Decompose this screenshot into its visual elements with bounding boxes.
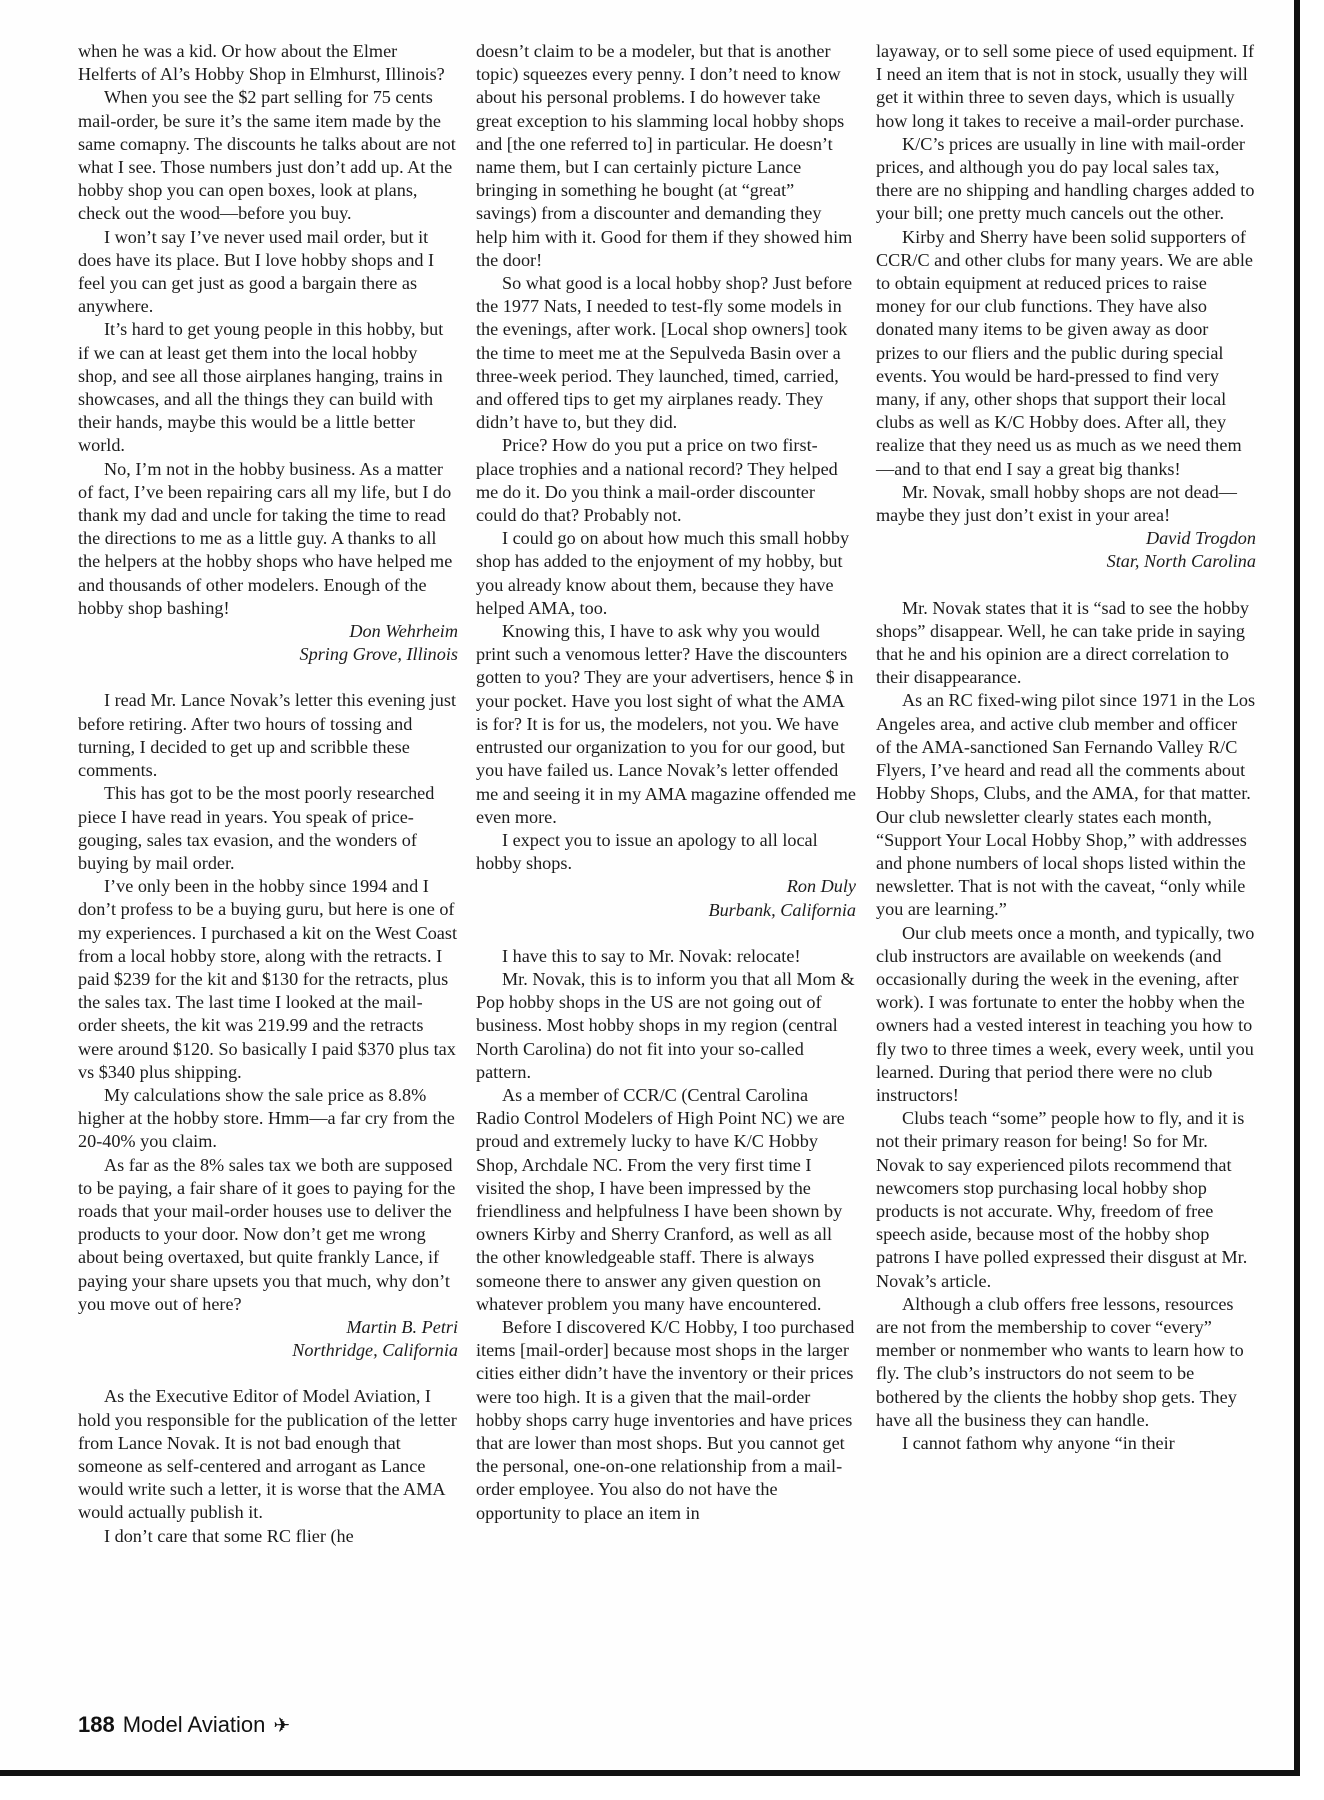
column-left <box>78 40 458 1548</box>
paragraph: Price? How do you put a price on two first-place trophies and a national record? They helped me do it. Do you think a mail-order discounter could do that? Probably not. <box>476 435 838 526</box>
signature-name: Martin B. Petri <box>346 1316 458 1337</box>
paragraph: when he was a kid. Or how about the Elmer Helferts of Al’s Hobby Shop in Elmhurst, Illinois? <box>78 41 445 85</box>
paragraph: K/C’s prices are usually in line with mail-order prices, and although you do pay local sales tax, there are no shipping and handling charges added to your bill; one pretty much cancels out the other. <box>876 133 1255 224</box>
paragraph: So what good is a local hobby shop? Just before the 1977 Nats, I needed to test-fly some models in the evenings, after work. [Local shop owners] took the time to meet me at the Sepulveda Basin over a three-week period. They launched, timed, carried, and offered tips to get my airplanes ready. They didn’t have to, but they did. <box>476 273 853 433</box>
signature-name: Don Wehrheim <box>349 621 458 642</box>
signature-name: Ron Duly <box>786 876 856 897</box>
paragraph: Mr. Novak states that it is “sad to see the hobby shops” disappear. Well, he can take pride in saying that he and his opinion are a direct correlation to their disappearance. <box>876 597 1250 688</box>
paragraph: Kirby and Sherry have been solid supporters of CCR/C and other clubs for many years. We are able to obtain equipment at reduced prices to raise money for our club functions. They have also donated many items to be given away as door prizes to our fliers and the public during special events. You would be hard-pressed to find very many, if any, other shops that support their local clubs as well as K/C Hobby does. After all, they realize that they need us as much as we need them—and to that end I say a great big thanks! <box>876 226 1253 479</box>
signature-place: Northridge, California <box>292 1340 458 1361</box>
page-footer <box>78 1712 290 1738</box>
paragraph: I could go on about how much this small hobby shop has added to the enjoyment of my hobby, but you already know about them, because they have helped AMA, too. <box>476 528 850 618</box>
signature-place: Spring Grove, Illinois <box>299 644 458 665</box>
paragraph: This has got to be the most poorly researched piece I have read in years. You speak of price-gouging, sales tax evasion, and the wonders of buying by mail order. <box>78 783 435 873</box>
signature-name: David Trogdon <box>1146 528 1256 549</box>
paragraph: My calculations show the sale price as 8.8% higher at the hobby store. Hmm—a far cry from the 20-40% you claim. <box>78 1084 455 1152</box>
paragraph: As the Executive Editor of Model Aviation, I hold you responsible for the publication of the letter from Lance Novak. It is not bad enough that someone as self-centered and arrogant as Lance would write such a letter, it is worse that the AMA would actually publish it. <box>78 1386 457 1523</box>
signature-place: Burbank, California <box>708 899 856 920</box>
paragraph: It’s hard to get young people in this hobby, but if we can at least get them into the local hobby shop, and see all those airplanes hanging, trains in showcases, and all the things they can build with their hands, maybe this would be a little better world. <box>78 319 444 456</box>
paragraph: I cannot fathom why anyone “in their <box>902 1432 1175 1453</box>
paragraph: Mr. Novak, small hobby shops are not dead—maybe they just don’t exist in your area! <box>876 481 1237 526</box>
paragraph: Mr. Novak, this is to inform you that all Mom & Pop hobby shops in the US are not going out of business. Most hobby shops in my region (central North Carolina) do not fit into your so-called pattern. <box>476 968 855 1082</box>
paragraph: I don’t care that some RC flier (he <box>104 1525 354 1546</box>
paragraph: I read Mr. Lance Novak’s letter this evening just before retiring. After two hours of tossing and turning, I decided to get up and scribble these comments. <box>78 690 457 781</box>
paragraph: When you see the $2 part selling for 75 cents mail-order, be sure it’s the same item made by the same comapny. The discounts he talks about are not what I see. Those numbers just don’t add up. At the hobby shop you can open boxes, look at plans, check out the wood—before you buy. <box>78 87 456 224</box>
paragraph: layaway, or to sell some piece of used equipment. If I need an item that is not in stock, usually they will get it within three to seven days, which is usually how long it takes to receive a mail-order purchase. <box>876 41 1255 131</box>
paragraph: No, I’m not in the hobby business. As a matter of fact, I’ve been repairing cars all my life, but I do thank my dad and uncle for taking the time to read the directions to me as a little guy. A thanks to all the helpers at the hobby shops who have helped me and thousands of other modelers. Enough of the hobby shop bashing! <box>78 458 453 618</box>
page-number: 188 <box>78 1712 115 1737</box>
paragraph: As far as the 8% sales tax we both are supposed to be paying, a fair share of it goes to paying for the roads that your mail-order houses use to deliver the products to your door. Now don’t get me wrong about being overtaxed, but quite frankly Lance, if paying your share upsets you that much, why don’t you move out of here? <box>78 1154 456 1314</box>
column-right <box>876 40 1256 1455</box>
paragraph: Our club meets once a month, and typically, two club instructors are available on weekends (and occasionally during the week in the evening, after work). I was fortunate to enter the hobby when the owners had a vested interest in teaching you how to fly two to three times a week, every week, until you learned. During that period there were no club instructors! <box>876 922 1255 1105</box>
paragraph: I won’t say I’ve never used mail order, but it does have its place. But I love hobby shops and I feel you can get just as good a bargain there as anywhere. <box>78 226 435 317</box>
paragraph: As a member of CCR/C (Central Carolina Radio Control Modelers of High Point NC) we are proud and extremely lucky to have K/C Hobby Shop, Archdale NC. From the very first time I visited the shop, I have been impressed by the friendliness and helpfulness I have been shown by owners Kirby and Sherry Cranford, as well as all the other knowledgeable staff. There is always someone there to answer any given question on whatever problem you many have encountered. <box>476 1084 845 1314</box>
paragraph: Although a club offers free lessons, resources are not from the membership to cover “every” member or nonmember who wants to learn how to fly. The club’s instructors do not seem to be bothered by the clients the hobby shop gets. They have all the business they can handle. <box>876 1293 1244 1430</box>
paragraph: Before I discovered K/C Hobby, I too purchased items [mail-order] because most shops in the larger cities either didn’t have the inventory or their prices were too high. It is a given that the mail-order hobby shops carry huge inventories and have prices that are lower than most shops. But you cannot get the personal, one-on-one relationship from a mail-order employee. You also do not have the opportunity to place an item in <box>476 1316 855 1523</box>
paragraph: I expect you to issue an apology to all local hobby shops. <box>476 829 818 874</box>
airplane-icon: ✈ <box>273 1714 291 1737</box>
paragraph: As an RC fixed-wing pilot since 1971 in the Los Angeles area, and active club member and officer of the AMA-sanctioned San Fernando Valley R/C Flyers, I’ve heard and read all the comments about Hobby Shops, Clubs, and the AMA, for that matter. Our club newsletter clearly states each month, “Support Your Local Hobby Shop,” with addresses and phone numbers of local shops listed within the newsletter. That is not with the caveat, “only while you are learning.” <box>876 690 1256 920</box>
paragraph: Knowing this, I have to ask why you would print such a venomous letter? Have the discounters gotten to you? They are your advertisers, hence $ in your pocket. Have you lost sight of what the AMA is for? It is for us, the modelers, not you. We have entrusted our organization to you for our good, but you have failed us. Lance Novak’s letter offended me and seeing it in my AMA magazine offended me even more. <box>476 621 856 827</box>
paragraph: I’ve only been in the hobby since 1994 and I don’t profess to be a buying guru, but here is one of my experiences. I purchased a kit on the West Coast from a local hobby store, along with the retracts. I paid $239 for the kit and $130 for the retracts, plus the sales tax. The last time I looked at the mail-order sheets, the kit was 219.99 and the retracts were around $120. So basically I paid $370 plus tax vs $340 plus shipping. <box>78 876 458 1082</box>
column-middle <box>476 40 856 1525</box>
signature-place: Star, North Carolina <box>1106 551 1256 572</box>
paragraph: I have this to say to Mr. Novak: relocate! <box>502 945 801 966</box>
magazine-name: Model Aviation <box>122 1712 266 1737</box>
paragraph: Clubs teach “some” people how to fly, and it is not their primary reason for being! So for Mr. Novak to say experienced pilots recommend that newcomers stop purchasing local hobby shop products is not accurate. Why, freedom of free speech aside, because most of the hobby shop patrons I have polled expressed their disgust at Mr. Novak’s article. <box>876 1108 1248 1291</box>
paragraph: doesn’t claim to be a modeler, but that is another topic) squeezes every penny. I don’t need to know about his personal problems. I do however take great exception to his slamming local hobby shops and [the one referred to] in particular. He doesn’t name them, but I can certainly picture Lance bringing in something he bought (at “great” savings) from a discounter and demanding they help him with it. Good for them if they showed him the door! <box>476 41 853 270</box>
